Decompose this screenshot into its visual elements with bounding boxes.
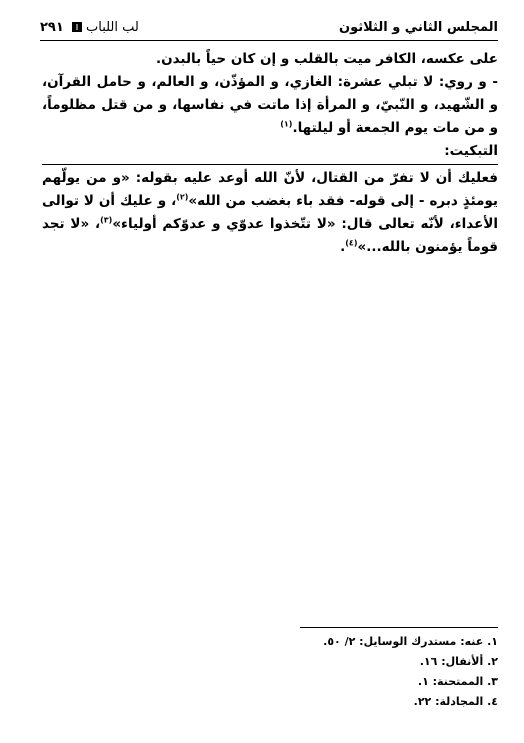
page-header (40, 16, 498, 40)
paragraph-1-text: على عكسه، الكافر ميت بالقلب و إن كان حياً بالبدن. (155, 51, 498, 67)
chapter-title: المجلس الثاني و الثلاثون (339, 20, 498, 35)
heading-divider (42, 164, 498, 165)
footnote-ref-4: (٤) (345, 238, 358, 248)
footnote-1: ١. عنه: مستدرك الوسايل: ٢/ ٥٠. (323, 635, 498, 648)
footnote-ref-3: (٣) (100, 215, 113, 225)
footnotes (290, 632, 498, 712)
footnote-4: ٤. المجادلة: ٢٢. (413, 695, 498, 708)
header-divider (40, 40, 498, 41)
paragraph-3-end: . (340, 239, 346, 255)
paragraph-3-part-a: فعليك أن لا تفرّ من القتال، لأنّ الله أوعد عليه بقوله: «و من يولّهم يومئذٍ دبره - إلى قوله- فقد باء بغضب من الله» (42, 170, 498, 209)
book-title: لب اللباب (86, 20, 139, 35)
footnote-3: ٣. الممتحنة: ١. (417, 675, 498, 688)
paragraph-3-part-b: ، و عليك أن لا توالى الأعداء، لأنّه تعالى قال: «لا تتّخذوا عدوّي و عدوّكم أولياء» (42, 193, 498, 232)
paragraph-3 (42, 167, 498, 259)
page-number: ٢٩١ (40, 20, 64, 35)
footnote-ref-2: (٢) (176, 192, 189, 202)
footnote-2: ٢. ألأنفال: ١٦. (419, 655, 498, 668)
paragraph-3-part-c: ، «لا تجد قوماً يؤمنون بالله...» (42, 216, 498, 255)
section-heading-text: التبكيت: (444, 143, 498, 159)
main-text (42, 48, 498, 259)
paragraph-2-text: - و روي: لا تبلي عشرة: الغازي، و المؤذّن، و العالم، و حامل القرآن، و الشّهيد، و النّبيّ، و المرأة إذا ماتت في نفاسها، و من قتل مظلوماً، و من مات يوم الجمعة أو ليلتها. (42, 74, 498, 136)
book-icon (72, 22, 82, 32)
section-heading (42, 140, 498, 163)
paragraph-2 (42, 71, 498, 140)
footnote-ref-1: (١) (280, 119, 293, 129)
paragraph-1 (42, 48, 498, 71)
footnote-divider (300, 627, 498, 628)
